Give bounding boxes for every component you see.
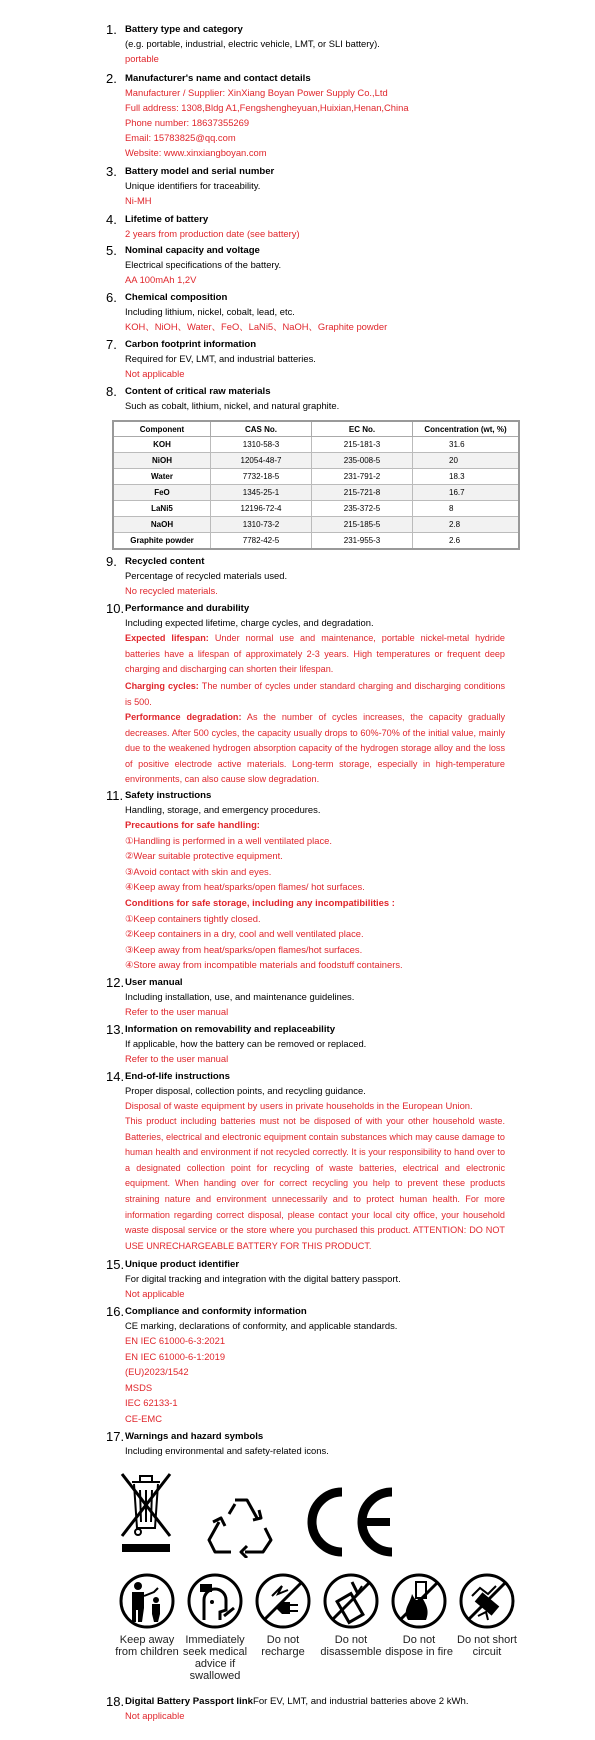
column-header: CAS No. xyxy=(211,421,312,437)
section-number: 7. xyxy=(106,337,117,352)
table-header-row xyxy=(113,421,519,437)
cell-concentration: 16.7 xyxy=(413,485,520,501)
section-title: Warnings and hazard symbols xyxy=(125,1431,264,1442)
section-description: Required for EV, LMT, and industrial batteries. xyxy=(125,353,316,364)
table-row xyxy=(113,517,519,533)
column-header: EC No. xyxy=(312,421,413,437)
section-value: KOH、NiOH、Water、FeO、LaNi5、NaOH、Graphite powder xyxy=(125,321,388,332)
section-title: End-of-life instructions xyxy=(125,1071,230,1082)
section-description: Such as cobalt, lithium, nickel, and natural graphite. xyxy=(125,400,340,411)
cell-component: NiOH xyxy=(113,453,211,469)
cell-cas: 1345-25-1 xyxy=(211,485,312,501)
handling-heading: Precautions for safe handling: xyxy=(125,819,260,830)
ce-mark-icon xyxy=(300,1486,400,1558)
seek-medical-advice-icon xyxy=(186,1572,244,1630)
cell-concentration: 31.6 xyxy=(413,437,520,453)
manufacturer-website: Website: www.xinxiangboyan.com xyxy=(125,147,267,158)
section-title: Digital Battery Passport linkFor EV, LMT, and industrial batteries above 2 kWh. xyxy=(125,1696,469,1707)
section-description: If applicable, how the battery can be removed or replaced. xyxy=(125,1038,367,1049)
manufacturer-phone: Phone number: 18637355269 xyxy=(125,117,250,128)
section-title: Recycled content xyxy=(125,556,205,567)
table-row xyxy=(113,501,519,517)
cell-component: Water xyxy=(113,469,211,485)
standard-item: EN IEC 61000-6-1:2019 xyxy=(125,1351,226,1362)
section-number: 18. xyxy=(106,1694,125,1709)
cell-concentration: 2.6 xyxy=(413,533,520,550)
keep-away-from-children-icon xyxy=(118,1572,176,1630)
do-not-recharge-icon xyxy=(254,1572,312,1630)
section-description: For digital tracking and integration with the digital battery passport. xyxy=(125,1273,401,1284)
section-number: 10. xyxy=(106,601,125,616)
cell-cas: 12196-72-4 xyxy=(211,501,312,517)
section-number: 1. xyxy=(106,22,117,37)
section-description: Proper disposal, collection points, and recycling guidance. xyxy=(125,1085,366,1096)
section-value: Not applicable xyxy=(125,1288,185,1299)
section-number: 4. xyxy=(106,212,117,227)
section-value: Not applicable xyxy=(125,368,185,379)
section-description: Electrical specifications of the battery. xyxy=(125,259,282,270)
storage-heading: Conditions for safe storage, including any incompatibilities : xyxy=(125,897,395,908)
cell-cas: 1310-73-2 xyxy=(211,517,312,533)
end-of-life-lead: Disposal of waste equipment by users in private households in the European Union. xyxy=(125,1100,473,1111)
section-description: Percentage of recycled materials used. xyxy=(125,570,288,581)
section-value: Ni-MH xyxy=(125,195,152,206)
manufacturer-address: Full address: 1308,Bldg A1,Fengshengheyuan,Huixian,Henan,China xyxy=(125,102,409,113)
section-description: Including environmental and safety-related icons. xyxy=(125,1445,329,1456)
section-number: 2. xyxy=(106,71,117,86)
cell-concentration: 20 xyxy=(413,453,520,469)
table-row xyxy=(113,533,519,550)
section-title: Unique product identifier xyxy=(125,1259,240,1270)
section-number: 5. xyxy=(106,243,117,258)
cell-component: Graphite powder xyxy=(113,533,211,550)
storage-item: ②Keep containers in a dry, cool and well ventilated place. xyxy=(125,928,364,939)
end-of-life-text: This product including batteries must not be disposed of with your other household waste. Batteries, electrical and electronic equipment contain substances which may cause damage to human health and environment if not recycled correctly. It is your responsibility to hand over to a designated collection point for recycling of waste batteries, electrical and electronic equipment. When handing over for correct recycling you help to prevent these products straining nature and environment unnecessarily and to protect human health. For more information regarding correct disposal, please contact your local city office, your household waste disposal service or the store where you purchased this product. ATTENTION: DO NOT USE UNRECHARGEABLE BATTERY FOR THIS PRODUCT. xyxy=(125,1116,505,1251)
storage-item: ①Keep containers tightly closed. xyxy=(125,913,261,924)
section-description: Including expected lifetime, charge cycles, and degradation. xyxy=(125,617,374,628)
manufacturer-email: Email: 15783825@qq.com xyxy=(125,132,236,143)
section-description: Including installation, use, and maintenance guidelines. xyxy=(125,991,355,1002)
storage-item: ④Store away from incompatible materials and foodstuff containers. xyxy=(125,959,403,970)
warning-label: Do not short circuit xyxy=(457,1634,517,1658)
table-row xyxy=(113,469,519,485)
cell-ec: 235-008-5 xyxy=(312,453,413,469)
section-number: 15. xyxy=(106,1257,125,1272)
cell-cas: 12054-48-7 xyxy=(211,453,312,469)
raw-materials-table xyxy=(112,420,520,550)
warning-label: Do not disassemble xyxy=(320,1634,382,1658)
performance-degradation-paragraph: Performance degradation: As the number of cycles increases, the capacity gradually decreases. After 500 cycles, the capacity usually drops to 60%-70% of the initial value, mainly due to the weakened hydrogen absorption capacity of the hydrogen storage alloy and the loss of positive electrode active materials. Long-term storage, especially in high-temperature environments, can also cause slow degradation. xyxy=(125,712,505,785)
standard-item: EN IEC 61000-6-3:2021 xyxy=(125,1335,226,1346)
section-title: Performance and durability xyxy=(125,603,250,614)
do-not-dispose-in-fire-icon xyxy=(390,1572,448,1630)
section-title: Battery type and category xyxy=(125,24,243,35)
warning-label: Immediately seek medical advice if swallowed xyxy=(182,1634,248,1682)
section-title: Battery model and serial number xyxy=(125,166,275,177)
cell-component: KOH xyxy=(113,437,211,453)
manufacturer-name: Manufacturer / Supplier: XinXiang Boyan Power Supply Co.,Ltd xyxy=(125,87,388,98)
cell-cas: 1310-58-3 xyxy=(211,437,312,453)
cell-concentration: 8 xyxy=(413,501,520,517)
column-header: Concentration (wt, %) xyxy=(413,421,520,437)
section-title: User manual xyxy=(125,977,183,988)
do-not-disassemble-icon xyxy=(322,1572,380,1630)
cell-ec: 215-185-5 xyxy=(312,517,413,533)
section-title: Information on removability and replaceability xyxy=(125,1024,336,1035)
handling-item: ④Keep away from heat/sparks/open flames/ hot surfaces. xyxy=(125,881,365,892)
recycling-icon xyxy=(205,1492,277,1558)
do-not-short-circuit-icon xyxy=(458,1572,516,1630)
section-title: Safety instructions xyxy=(125,790,212,801)
cell-ec: 231-955-3 xyxy=(312,533,413,550)
handling-item: ①Handling is performed in a well ventilated place. xyxy=(125,835,332,846)
section-title: Lifetime of battery xyxy=(125,214,209,225)
section-description: Unique identifiers for traceability. xyxy=(125,180,261,191)
section-value: Not applicable xyxy=(125,1710,185,1721)
section-title: Compliance and conformity information xyxy=(125,1306,307,1317)
section-value: Refer to the user manual xyxy=(125,1006,229,1017)
section-number: 8. xyxy=(106,384,117,399)
section-value: No recycled materials. xyxy=(125,585,218,596)
standard-item: MSDS xyxy=(125,1382,153,1393)
section-title: Manufacturer's name and contact details xyxy=(125,73,311,84)
section-number: 17. xyxy=(106,1429,125,1444)
cell-ec: 231-791-2 xyxy=(312,469,413,485)
handling-item: ③Avoid contact with skin and eyes. xyxy=(125,866,272,877)
cell-cas: 7782-42-5 xyxy=(211,533,312,550)
section-description: (e.g. portable, industrial, electric vehicle, LMT, or SLI battery). xyxy=(125,38,380,49)
table-row xyxy=(113,437,519,453)
crossed-out-wheelie-bin-icon xyxy=(118,1470,174,1556)
section-description: For EV, LMT, and industrial batteries above 2 kWh. xyxy=(252,1696,469,1707)
section-value: 2 years from production date (see battery) xyxy=(125,228,300,239)
warning-label: Keep away from children xyxy=(115,1634,179,1658)
cell-ec: 215-181-3 xyxy=(312,437,413,453)
table-row xyxy=(113,485,519,501)
warning-label: Do not dispose in fire xyxy=(385,1634,453,1658)
section-value: portable xyxy=(125,53,159,64)
section-number: 16. xyxy=(106,1304,125,1319)
column-header: Component xyxy=(113,421,211,437)
standard-item: (EU)2023/1542 xyxy=(125,1366,189,1377)
section-value: Refer to the user manual xyxy=(125,1053,229,1064)
section-number: 14. xyxy=(106,1069,125,1084)
section-title: Chemical composition xyxy=(125,292,228,303)
section-title: Carbon footprint information xyxy=(125,339,257,350)
charging-cycles-paragraph: Charging cycles: The number of cycles under standard charging and discharging conditions is 500. xyxy=(125,681,505,707)
storage-item: ③Keep away from heat/sparks/open flames/hot surfaces. xyxy=(125,944,363,955)
section-description: Handling, storage, and emergency procedures. xyxy=(125,804,321,815)
cell-component: LaNi5 xyxy=(113,501,211,517)
section-description: CE marking, declarations of conformity, and applicable standards. xyxy=(125,1320,398,1331)
cell-concentration: 18.3 xyxy=(413,469,520,485)
cell-concentration: 2.8 xyxy=(413,517,520,533)
section-number: 11. xyxy=(106,788,124,803)
section-title: Content of critical raw materials xyxy=(125,386,271,397)
handling-item: ②Wear suitable protective equipment. xyxy=(125,850,283,861)
cell-ec: 215-721-8 xyxy=(312,485,413,501)
cell-cas: 7732-18-5 xyxy=(211,469,312,485)
section-number: 6. xyxy=(106,290,117,305)
section-value: AA 100mAh 1,2V xyxy=(125,274,197,285)
section-description: Including lithium, nickel, cobalt, lead, etc. xyxy=(125,306,295,317)
standard-item: IEC 62133-1 xyxy=(125,1397,178,1408)
section-number: 12. xyxy=(106,975,125,990)
section-number: 13. xyxy=(106,1022,125,1037)
warning-label: Do not recharge xyxy=(261,1634,305,1658)
section-number: 3. xyxy=(106,164,117,179)
cell-ec: 235-372-5 xyxy=(312,501,413,517)
table-row xyxy=(113,453,519,469)
cell-component: NaOH xyxy=(113,517,211,533)
standard-item: CE-EMC xyxy=(125,1413,162,1424)
section-number: 9. xyxy=(106,554,117,569)
expected-lifespan-paragraph: Expected lifespan: Under normal use and maintenance, portable nickel-metal hydride batteries have a lifespan of approximately 2-3 years. High temperatures or frequent deep charging and discharging can shorten their lifespan. xyxy=(125,633,505,675)
cell-component: FeO xyxy=(113,485,211,501)
section-title: Nominal capacity and voltage xyxy=(125,245,260,256)
